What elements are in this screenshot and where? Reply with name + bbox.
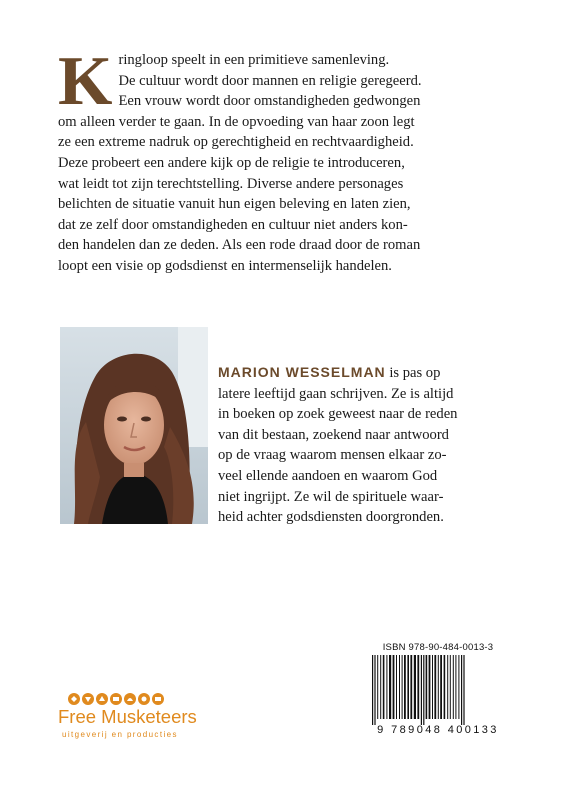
author-photo <box>60 327 208 524</box>
author-bio <box>218 362 514 528</box>
publisher-logo <box>58 692 233 744</box>
author-portrait-image <box>60 327 208 524</box>
musketeers-icon-row <box>66 692 226 706</box>
author-bio-line: op de vraag waarom mensen elkaar zo- <box>218 447 447 464</box>
author-bio-line: niet ingrijpt. Ze wil de spirituele waar- <box>218 488 444 505</box>
blurb-line: ze een extreme nadruk op gerechtigheid en rechtvaardigheid. <box>58 134 414 151</box>
blurb-line: belichten de situatie vanuit hun eigen beleving en laten zien, <box>58 196 411 213</box>
blurb-line: Een vrouw wordt door omstandigheden gedwongen <box>118 93 421 110</box>
back-cover-blurb <box>58 43 512 277</box>
blurb-line: om alleen verder te gaan. In de opvoeding van haar zoon legt <box>58 113 415 130</box>
author-bio-line: veel ellende aandoen en waarom God <box>218 467 438 484</box>
blurb-line: loopt een visie op godsdienst en intermenselijk handelen. <box>58 257 392 274</box>
author-bio-line: latere leeftijd gaan schrijven. Ze is altijd <box>218 385 454 402</box>
barcode-digits: 9 789048 400133 <box>377 724 499 736</box>
author-bio-line: van dit bestaan, zoekend naar antwoord <box>218 426 449 443</box>
isbn-barcode <box>362 642 514 738</box>
author-name: MARION WESSELMAN <box>218 364 386 380</box>
blurb-line: ringloop speelt in een primitieve samenleving. <box>118 52 390 68</box>
blurb-line: dat ze zelf door omstandigheden en cultuur niet anders kon- <box>58 216 408 233</box>
blurb-line: den handelen dan ze deden. Als een rode draad door de roman <box>58 237 421 254</box>
author-bio-line: is pas op <box>385 365 441 381</box>
publisher-name: Free Musketeers <box>58 706 197 727</box>
isbn-label: ISBN 978-90-484-0013-3 <box>382 642 494 653</box>
blurb-line: Deze probeert een andere kijk op de religie te introduceren, <box>58 154 405 171</box>
drop-cap: K <box>58 43 113 120</box>
blurb-line: wat leidt tot zijn terechtstelling. Diverse andere personages <box>58 175 404 192</box>
publisher-tagline: uitgeverij en producties <box>62 730 178 739</box>
author-bio-line: in boeken op zoek geweest naar de reden <box>218 406 458 423</box>
barcode-bars <box>362 655 514 725</box>
blurb-line: De cultuur wordt door mannen en religie geregeerd. <box>118 72 422 89</box>
author-bio-line: heid achter godsdiensten doorgronden. <box>218 509 444 526</box>
